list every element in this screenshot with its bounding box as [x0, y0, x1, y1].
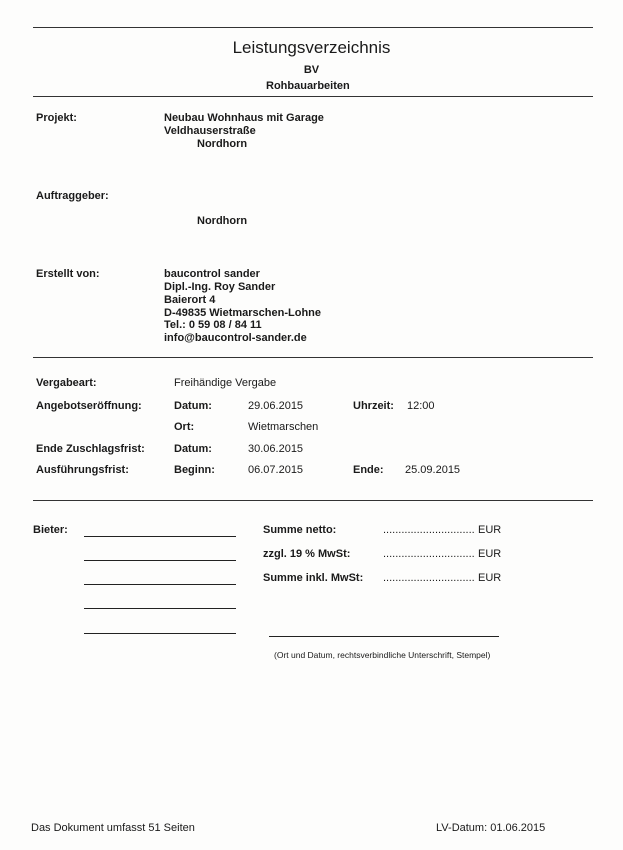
zuschlagsfrist-label: Ende Zuschlagsfrist: [36, 443, 145, 455]
projekt-line-2: Veldhauserstraße [164, 125, 256, 137]
bieter-label: Bieter: [33, 524, 68, 536]
ort-value: Wietmarschen [248, 421, 319, 433]
summe-inkl-currency: EUR [478, 572, 502, 584]
bieter-line [84, 536, 236, 537]
signature-caption: (Ort und Datum, rechtsverbindliche Unterschrift, Stempel) [274, 650, 491, 660]
mwst-label: zzgl. 19 % MwSt: [263, 548, 351, 560]
zuschlag-datum-label: Datum: [174, 443, 212, 455]
erstellt-line: Tel.: 0 59 08 / 84 11 [164, 319, 262, 331]
ort-label: Ort: [174, 421, 195, 433]
vergabeart-value: Freihändige Vergabe [174, 377, 277, 389]
mwst-currency: EUR [478, 548, 502, 560]
uhrzeit-value: 12:00 [407, 400, 435, 412]
signature-line [269, 636, 499, 637]
section-rule [33, 500, 593, 501]
projekt-line-1: Neubau Wohnhaus mit Garage [164, 112, 324, 124]
footer-page-count: Das Dokument umfasst 51 Seiten [31, 822, 195, 834]
auftraggeber-city: Nordhorn [197, 215, 248, 227]
projekt-label: Projekt: [36, 112, 77, 124]
summe-netto-currency: EUR [478, 524, 502, 536]
header-rule [33, 96, 593, 97]
erstellt-line: Baierort 4 [164, 294, 216, 306]
bieter-line [84, 584, 236, 585]
footer-lv-datum: LV-Datum: 01.06.2015 [436, 822, 546, 834]
angebot-datum-value: 29.06.2015 [248, 400, 304, 412]
auftraggeber-label: Auftraggeber: [36, 190, 109, 202]
vergabeart-label: Vergabeart: [36, 377, 97, 389]
erstellt-line: D-49835 Wietmarschen-Lohne [164, 307, 322, 319]
summe-inkl-dots: .............................. [383, 572, 475, 584]
erstellt-line: Dipl.-Ing. Roy Sander [164, 281, 276, 293]
summe-netto-label: Summe netto: [263, 524, 337, 536]
angebotseroeffnung-label: Angebotseröffnung: [36, 400, 142, 412]
summe-inkl-label: Summe inkl. MwSt: [263, 572, 364, 584]
projekt-line-3: Nordhorn [197, 138, 248, 150]
mwst-dots: .............................. [383, 548, 475, 560]
ende-value: 25.09.2015 [405, 464, 461, 476]
angebot-datum-label: Datum: [174, 400, 212, 412]
erstellt-label: Erstellt von: [36, 268, 100, 280]
document-subtitle: Rohbauarbeiten [266, 80, 350, 92]
uhrzeit-label: Uhrzeit: [353, 400, 394, 412]
summe-netto-dots: .............................. [383, 524, 475, 536]
bieter-line [84, 633, 236, 634]
beginn-value: 06.07.2015 [248, 464, 304, 476]
ende-label: Ende: [353, 464, 384, 476]
bieter-line [84, 608, 236, 609]
top-rule [33, 27, 593, 28]
erstellt-line: baucontrol sander [164, 268, 260, 280]
bieter-line [84, 560, 236, 561]
zuschlag-datum-value: 30.06.2015 [248, 443, 304, 455]
document-title: Leistungsverzeichnis [232, 38, 391, 57]
bv-label: BV [303, 64, 320, 76]
section-rule [33, 357, 593, 358]
beginn-label: Beginn: [174, 464, 215, 476]
ausfuehrungsfrist-label: Ausführungsfrist: [36, 464, 129, 476]
erstellt-email: info@baucontrol-sander.de [164, 332, 307, 344]
